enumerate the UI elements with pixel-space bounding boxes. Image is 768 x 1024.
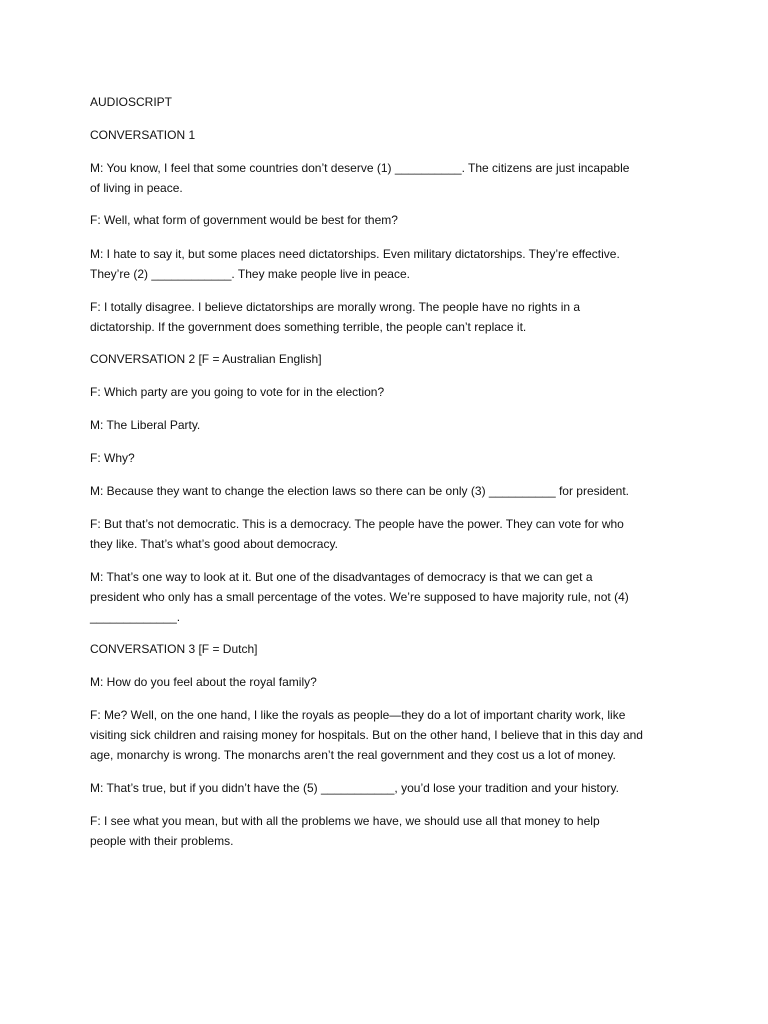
text-line: dictatorship. If the government does something terrible, the people can’t replace it. xyxy=(90,320,527,334)
conversation-1-line-3 xyxy=(90,244,620,284)
text-line: of living in peace. xyxy=(90,181,183,195)
text-line: F: Me? Well, on the one hand, I like the royals as people—they do a lot of important charity work, like xyxy=(90,708,626,722)
text-line: _____________. xyxy=(90,610,181,624)
text-line: M: How do you feel about the royal family? xyxy=(90,675,317,689)
text-line: M: Because they want to change the election laws so there can be only (3) __________ for president. xyxy=(90,484,630,498)
conversation-2-line-3 xyxy=(90,448,135,468)
text-line: M: That’s true, but if you didn’t have the (5) ___________, you’d lose your tradition and your history. xyxy=(90,781,619,795)
text-line: M: That’s one way to look at it. But one of the disadvantages of democracy is that we can get a xyxy=(90,570,593,584)
document-title: AUDIOSCRIPT xyxy=(90,95,173,109)
text-line: M: I hate to say it, but some places need dictatorships. Even military dictatorships. They’re effective. xyxy=(90,247,620,261)
text-line: M: You know, I feel that some countries don’t deserve (1) __________. The citizens are just incapable xyxy=(90,161,630,175)
conversation-3-line-2 xyxy=(90,705,643,765)
conversation-2-heading: CONVERSATION 2 [F = Australian English] xyxy=(90,352,322,366)
text-line: people with their problems. xyxy=(90,834,234,848)
conversation-3-line-1 xyxy=(90,672,317,692)
conversation-2-line-4 xyxy=(90,481,629,501)
conversation-1-line-4 xyxy=(90,297,580,337)
conversation-2-line-2 xyxy=(90,415,200,435)
text-line: visiting sick children and raising money for hospitals. But on the other hand, I believe that in this day and xyxy=(90,728,643,742)
conversation-3-heading: CONVERSATION 3 [F = Dutch] xyxy=(90,642,258,656)
text-line: F: But that’s not democratic. This is a democracy. The people have the power. They can vote for who xyxy=(90,517,624,531)
text-line: president who only has a small percentage of the votes. We’re supposed to have majority rule, not (4) xyxy=(90,590,629,604)
conversation-2-line-1 xyxy=(90,382,384,402)
text-line: They’re (2) ____________. They make people live in peace. xyxy=(90,267,410,281)
conversation-3-line-3 xyxy=(90,778,619,798)
text-line: F: Which party are you going to vote for in the election? xyxy=(90,385,385,399)
text-line: F: I totally disagree. I believe dictatorships are morally wrong. The people have no rights in a xyxy=(90,300,581,314)
text-line: F: Well, what form of government would be best for them? xyxy=(90,213,398,227)
text-line: M: The Liberal Party. xyxy=(90,418,201,432)
conversation-3-line-4 xyxy=(90,811,600,851)
conversation-1-heading: CONVERSATION 1 xyxy=(90,128,196,142)
text-line: F: Why? xyxy=(90,451,135,465)
text-line: age, monarchy is wrong. The monarchs aren’t the real government and they cost us a lot of money. xyxy=(90,748,616,762)
conversation-2-line-5 xyxy=(90,514,624,554)
text-line: F: I see what you mean, but with all the problems we have, we should use all that money to help xyxy=(90,814,600,828)
conversation-1-line-2 xyxy=(90,210,398,230)
text-line: they like. That’s what’s good about democracy. xyxy=(90,537,338,551)
conversation-1-line-1 xyxy=(90,158,629,198)
conversation-2-line-6 xyxy=(90,567,629,627)
